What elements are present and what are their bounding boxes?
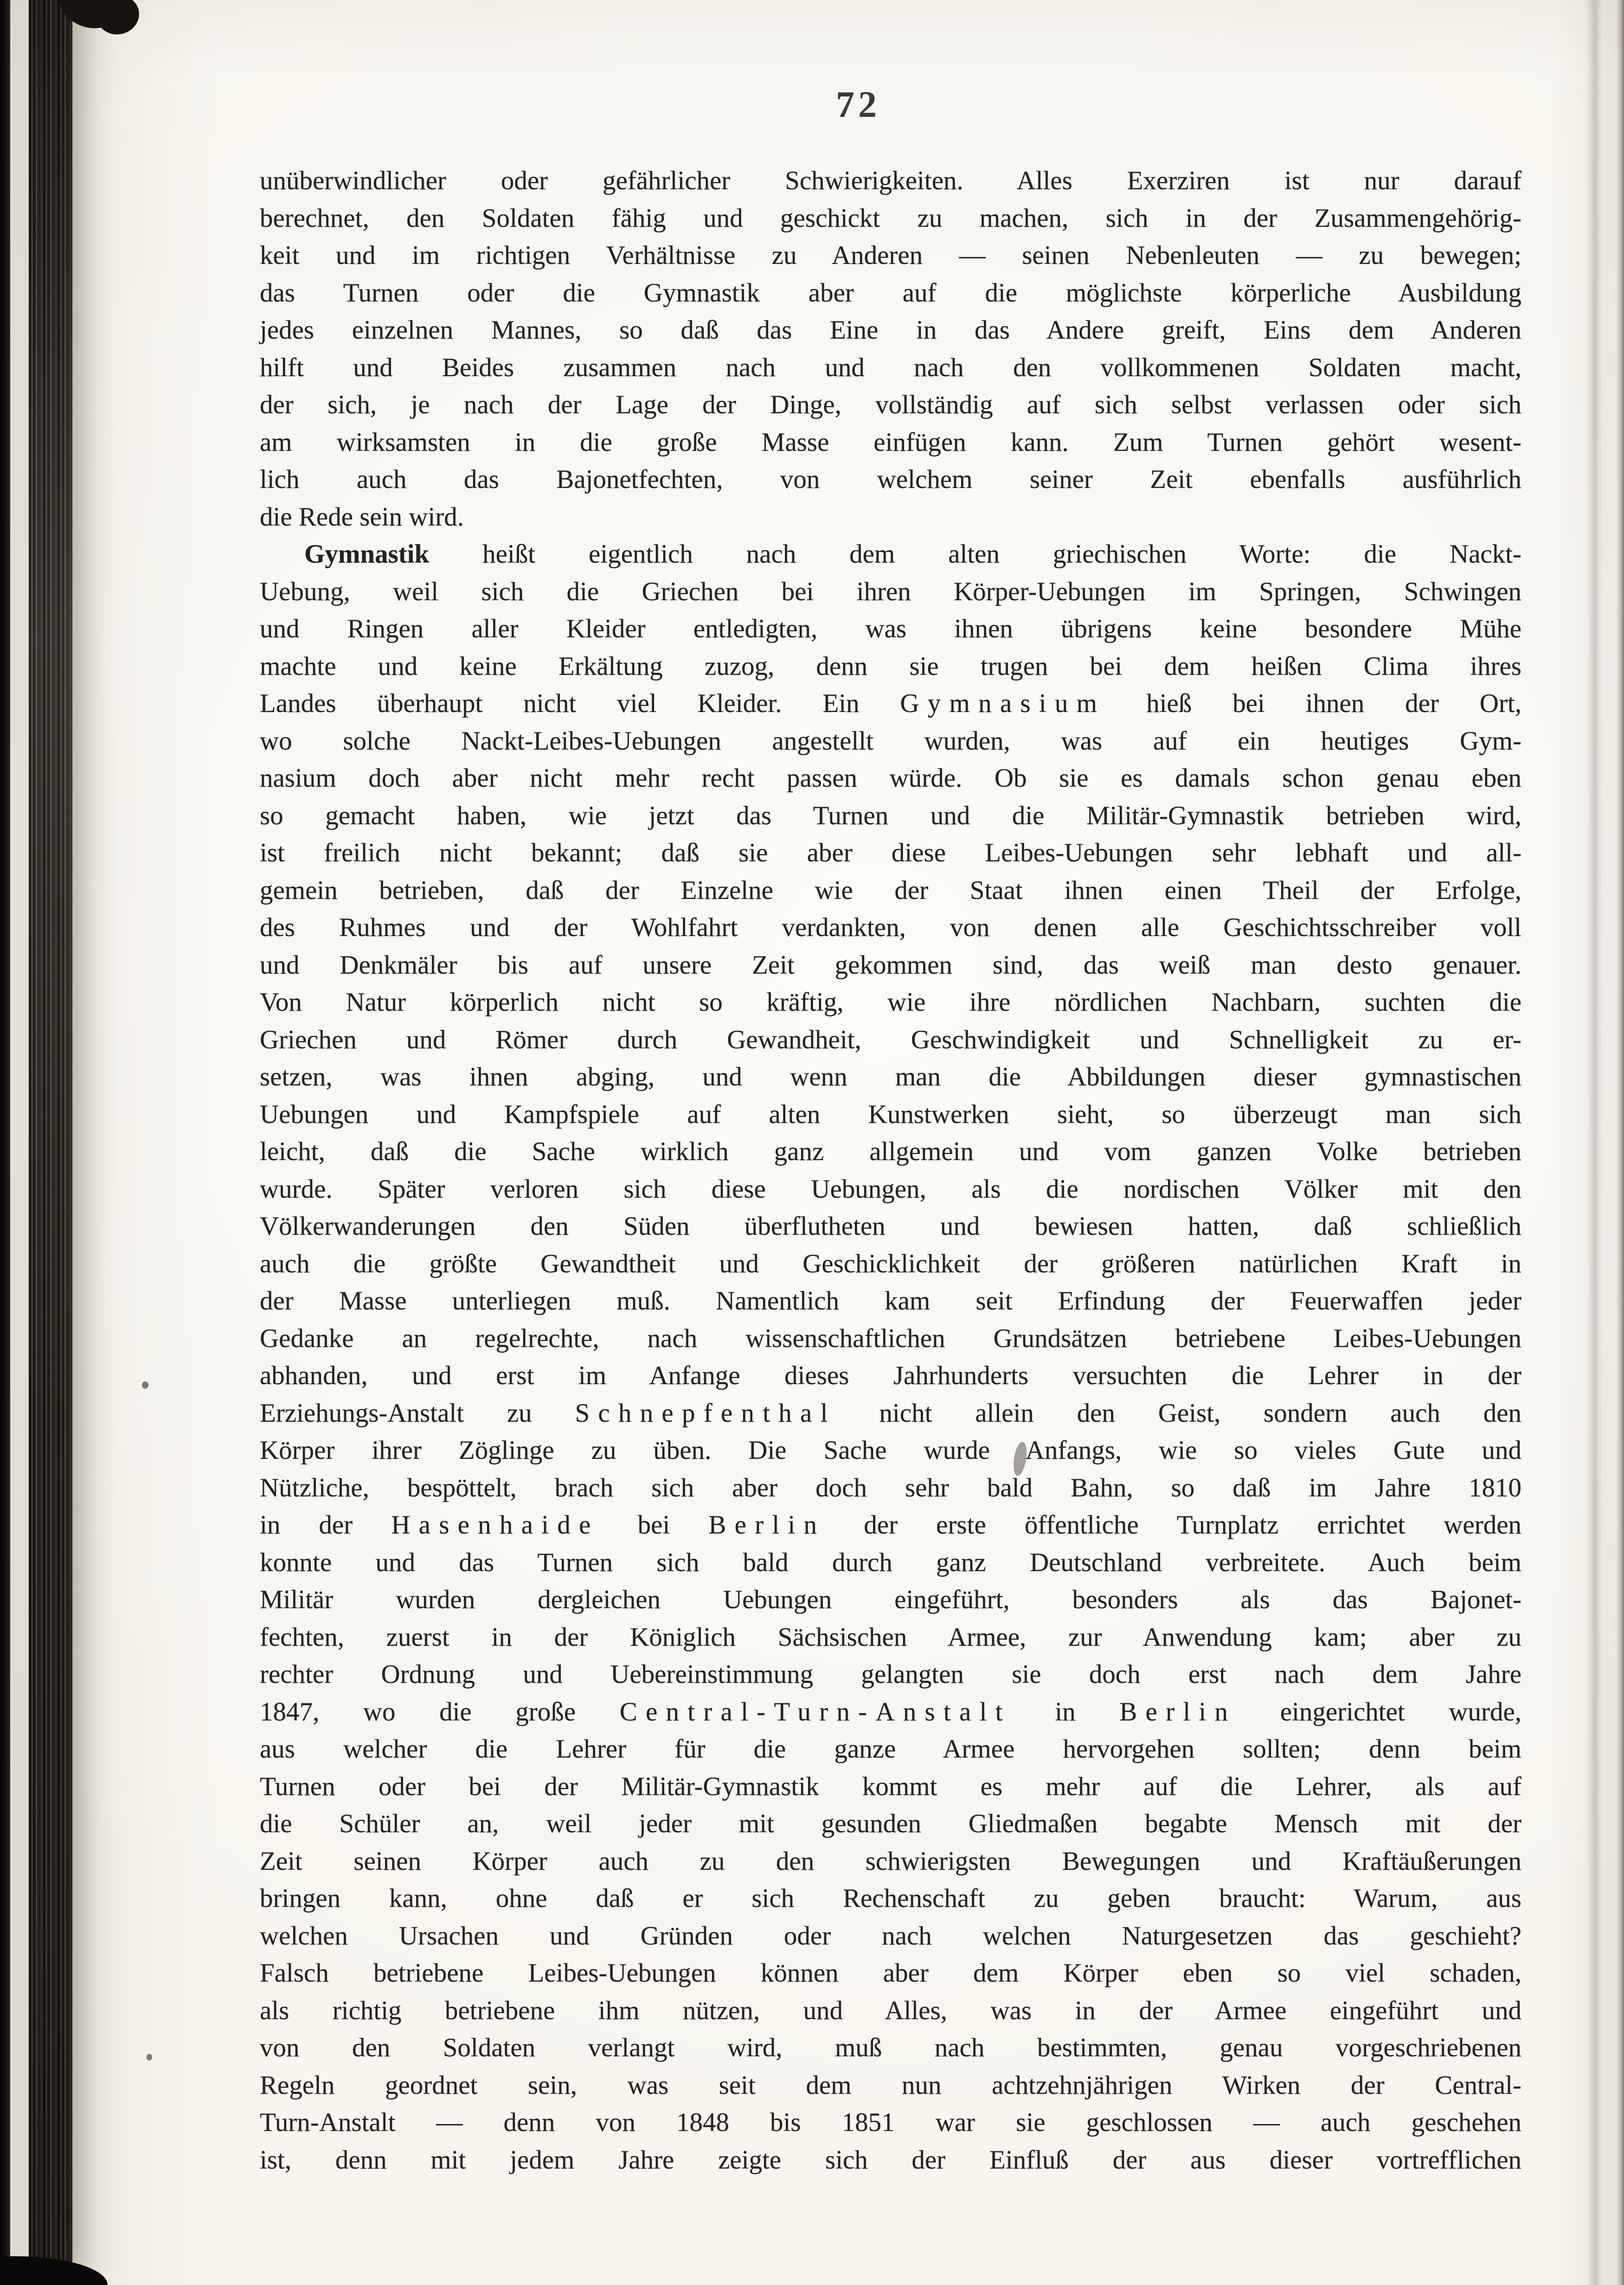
text-line: [260, 1507, 1521, 1544]
right-page-edge: [1617, 0, 1624, 2285]
text-segment: des Ruhmes und der Wohlfahrt verdankten, von denen alle Geschichtsschreiber voll: [260, 913, 1521, 942]
text-segment: ist freilich nicht bekannt; daß sie aber diese Leibes-Uebungen sehr lebhaft und all-: [260, 838, 1521, 867]
ink-speck: [142, 1381, 148, 1389]
text-line: [260, 275, 1521, 312]
text-line: [260, 1470, 1521, 1507]
text-segment: Turnen oder bei der Militär-Gymnastik kommt es mehr auf die Lehrer, als auf: [260, 1772, 1521, 1801]
text-line: [260, 1918, 1521, 1955]
text-segment: Griechen und Römer durch Gewandheit, Geschwindigkeit und Schnelligkeit zu er-: [260, 1025, 1521, 1054]
text-line: [260, 461, 1521, 499]
text-line: [260, 984, 1521, 1021]
text-line: [260, 1021, 1521, 1059]
text-segment: 1847, wo die große: [260, 1697, 620, 1727]
text-segment: das Turnen oder die Gymnastik aber auf die möglichste körperliche Ausbildung: [260, 278, 1521, 308]
text-line: [260, 1843, 1521, 1881]
text-segment: von den Soldaten verlangt wird, muß nach bestimmten, genau vorgeschriebenen: [260, 2033, 1521, 2062]
text-segment: leicht, daß die Sache wirklich ganz allgemein und vom ganzen Volke betrieben: [260, 1137, 1521, 1166]
text-line: [260, 1955, 1521, 1992]
letterspaced-text-segment: Berlin: [1119, 1697, 1237, 1727]
text-line: [260, 349, 1521, 387]
text-segment: abhanden, und erst im Anfange dieses Jahrhunderts versuchten die Lehrer in der: [260, 1361, 1521, 1390]
text-segment: Erziehungs-Anstalt zu: [260, 1398, 575, 1428]
text-line: [260, 834, 1521, 872]
text-segment: wurde. Später verloren sich diese Uebungen, als die nordischen Völker mit den: [260, 1174, 1521, 1204]
text-segment: Landes überhaupt nicht viel Kleider. Ein: [260, 689, 900, 718]
text-segment: berechnet, den Soldaten fähig und geschickt zu machen, sich in der Zusammengehörig-: [260, 203, 1521, 233]
text-line: [260, 1768, 1521, 1806]
text-line: [260, 1245, 1521, 1283]
text-segment: die Rede sein wird.: [260, 502, 464, 532]
text-segment: heißt eigentlich nach dem alten griechischen Worte: die Nackt-: [429, 539, 1521, 569]
text-segment: bei: [599, 1510, 709, 1540]
text-line: [260, 1133, 1521, 1171]
text-line: [260, 424, 1521, 462]
right-page-fold-shade: [1587, 0, 1603, 2285]
text-line: [260, 1320, 1521, 1358]
text-line: [260, 797, 1521, 835]
text-segment: keit und im richtigen Verhältnisse zu Anderen — seinen Nebenleuten — zu bewegen;: [260, 241, 1521, 270]
text-segment: Völkerwanderungen den Süden überflutheten und bewiesen hatten, daß schließlich: [260, 1212, 1521, 1241]
letterspaced-text-segment: Central-Turn-Anstalt: [619, 1697, 1011, 1727]
text-segment: nicht allein den Geist, sondern auch den: [836, 1398, 1522, 1428]
text-line: [260, 536, 1521, 573]
text-line: [260, 312, 1521, 349]
text-segment: Militär wurden dergleichen Uebungen eingeführt, besonders als das Bajonet-: [260, 1585, 1521, 1614]
text-block: [260, 162, 1521, 2179]
text-segment: am wirksamsten in die große Masse einfügen kann. Zum Turnen gehört wesent-: [260, 427, 1521, 457]
text-segment: in: [1011, 1697, 1120, 1727]
text-line: [260, 1096, 1521, 1134]
text-segment: Von Natur körperlich nicht so kräftig, wie ihre nördlichen Nachbarn, suchten die: [260, 988, 1521, 1017]
text-line: [260, 1880, 1521, 1918]
text-segment: eingerichtet wurde,: [1236, 1697, 1521, 1727]
text-segment: Turn-Anstalt — denn von 1848 bis 1851 war sie geschlossen — auch geschehen: [260, 2108, 1521, 2137]
text-segment: auch die größte Gewandtheit und Geschicklichkeit der größeren natürlichen Kraft in: [260, 1249, 1521, 1278]
text-segment: der Masse unterliegen muß. Namentlich kam seit Erfindung der Feuerwaffen jeder: [260, 1286, 1521, 1316]
text-line: [260, 2067, 1521, 2105]
text-line: [260, 1357, 1521, 1395]
text-segment: die Schüler an, weil jeder mit gesunden Gliedmaßen begabte Mensch mit der: [260, 1809, 1521, 1838]
text-segment: Uebungen und Kampfspiele auf alten Kunstwerken sieht, so überzeugt man sich: [260, 1099, 1521, 1129]
text-line: [260, 573, 1521, 611]
text-segment: setzen, was ihnen abging, und wenn man die Abbildungen dieser gymnastischen: [260, 1062, 1521, 1091]
text-line: [260, 1694, 1521, 1731]
text-segment: und Denkmäler bis auf unsere Zeit gekommen sind, das weiß man desto genauer.: [260, 950, 1521, 980]
text-segment: Körper ihrer Zöglinge zu üben. Die Sache wurde Anfangs, wie so vieles Gute und: [260, 1436, 1521, 1465]
text-line: [260, 1619, 1521, 1656]
text-line: [260, 2104, 1521, 2142]
text-segment: konnte und das Turnen sich bald durch ganz Deutschland verbreitete. Auch beim: [260, 1547, 1521, 1577]
text-segment: lich auch das Bajonetfechten, von welchem seiner Zeit ebenfalls ausführlich: [260, 465, 1521, 494]
text-segment: Regeln geordnet sein, was seit dem nun achtzehnjährigen Wirken der Central-: [260, 2070, 1521, 2100]
text-segment: in der: [260, 1510, 392, 1540]
text-segment: aus welcher die Lehrer für die ganze Armee hervorgehen sollten; denn beim: [260, 1734, 1521, 1764]
text-line: [260, 723, 1521, 760]
text-line: [260, 1208, 1521, 1245]
text-segment: Nützliche, bespöttelt, brach sich aber doch sehr bald Bahn, so daß im Jahre 1810: [260, 1473, 1521, 1502]
bold-text-segment: Gymnastik: [304, 539, 430, 569]
text-line: [260, 237, 1521, 275]
text-line: [260, 760, 1521, 797]
letterspaced-text-segment: Berlin: [708, 1510, 826, 1540]
text-line: [260, 909, 1521, 947]
page-number: 72: [836, 84, 880, 125]
text-segment: und Ringen aller Kleider entledigten, was ihnen übrigens keine besondere Mühe: [260, 614, 1521, 643]
text-line: [260, 1283, 1521, 1320]
text-line: [260, 2029, 1521, 2067]
text-segment: jedes einzelnen Mannes, so daß das Eine in das Andere greift, Eins dem Anderen: [260, 315, 1521, 345]
text-segment: welchen Ursachen und Gründen oder nach welchen Naturgesetzen das geschieht?: [260, 1921, 1521, 1951]
text-line: [260, 1992, 1521, 2030]
text-line: [260, 1171, 1521, 1208]
text-segment: ist, denn mit jedem Jahre zeigte sich der Einfluß der aus dieser vortrefflichen: [260, 2145, 1521, 2175]
text-segment: hilft und Beides zusammen nach und nach den vollkommenen Soldaten macht,: [260, 353, 1521, 382]
text-segment: Gedanke an regelrechte, nach wissenschaftlichen Grundsätzen betriebene Leibes-Uebungen: [260, 1323, 1521, 1353]
text-segment: Uebung, weil sich die Griechen bei ihren Körper-Uebungen im Springen, Schwingen: [260, 577, 1521, 606]
text-line: [260, 1432, 1521, 1470]
book-spine-edge: [0, 0, 10, 2285]
text-segment: als richtig betriebene ihm nützen, und Alles, was in der Armee eingeführt und: [260, 1996, 1521, 2025]
text-line: [260, 872, 1521, 910]
text-line: [260, 2142, 1521, 2179]
text-segment: gemein betrieben, daß der Einzelne wie der Staat ihnen einen Theil der Erfolge,: [260, 875, 1521, 905]
text-line: [260, 1656, 1521, 1694]
text-segment: der sich, je nach der Lage der Dinge, vollständig auf sich selbst verlassen oder sich: [260, 390, 1521, 419]
ink-speck: [147, 2054, 152, 2060]
text-segment: fechten, zuerst in der Königlich Sächsischen Armee, zur Anwendung kam; aber zu: [260, 1622, 1521, 1652]
text-segment: bringen kann, ohne daß er sich Rechenschaft zu geben braucht: Warum, aus: [260, 1884, 1521, 1913]
letterspaced-text-segment: Gymnasium: [900, 689, 1106, 718]
text-line: [260, 386, 1521, 424]
text-line: [260, 162, 1521, 200]
text-segment: unüberwindlicher oder gefährlicher Schwierigkeiten. Alles Exerziren ist nur darauf: [260, 166, 1521, 195]
letterspaced-text-segment: Hasenhaide: [391, 1510, 599, 1540]
text-line: [260, 1395, 1521, 1432]
text-segment: rechter Ordnung und Uebereinstimmung gelangten sie doch erst nach dem Jahre: [260, 1660, 1521, 1689]
text-line: [260, 1544, 1521, 1582]
text-line: [260, 499, 1521, 536]
text-line: [260, 1805, 1521, 1843]
text-segment: wo solche Nackt-Leibes-Uebungen angestellt wurden, was auf ein heutiges Gym-: [260, 726, 1521, 756]
text-segment: Zeit seinen Körper auch zu den schwierigsten Bewegungen und Kraftäußerungen: [260, 1846, 1521, 1876]
text-segment: so gemacht haben, wie jetzt das Turnen und die Militär-Gymnastik betrieben wird,: [260, 801, 1521, 830]
text-segment: der erste öffentliche Turnplatz errichtet werden: [825, 1510, 1521, 1540]
page-stack-edge: [29, 0, 72, 2285]
text-line: [260, 947, 1521, 984]
text-line: [260, 1731, 1521, 1768]
text-segment: nasium doch aber nicht mehr recht passen würde. Ob sie es damals schon genau eben: [260, 764, 1521, 793]
letterspaced-text-segment: Schnepfenthal: [575, 1398, 836, 1428]
text-segment: Falsch betriebene Leibes-Uebungen können aber dem Körper eben so viel schaden,: [260, 1958, 1521, 1988]
text-line: [260, 1581, 1521, 1619]
text-line: [260, 200, 1521, 237]
text-line: [260, 685, 1521, 723]
text-segment: hieß bei ihnen der Ort,: [1105, 689, 1522, 718]
text-segment: machte und keine Erkältung zuzog, denn sie trugen bei dem heißen Clima ihres: [260, 651, 1521, 681]
text-line: [260, 610, 1521, 648]
text-line: [260, 1059, 1521, 1096]
text-line: [260, 648, 1521, 686]
